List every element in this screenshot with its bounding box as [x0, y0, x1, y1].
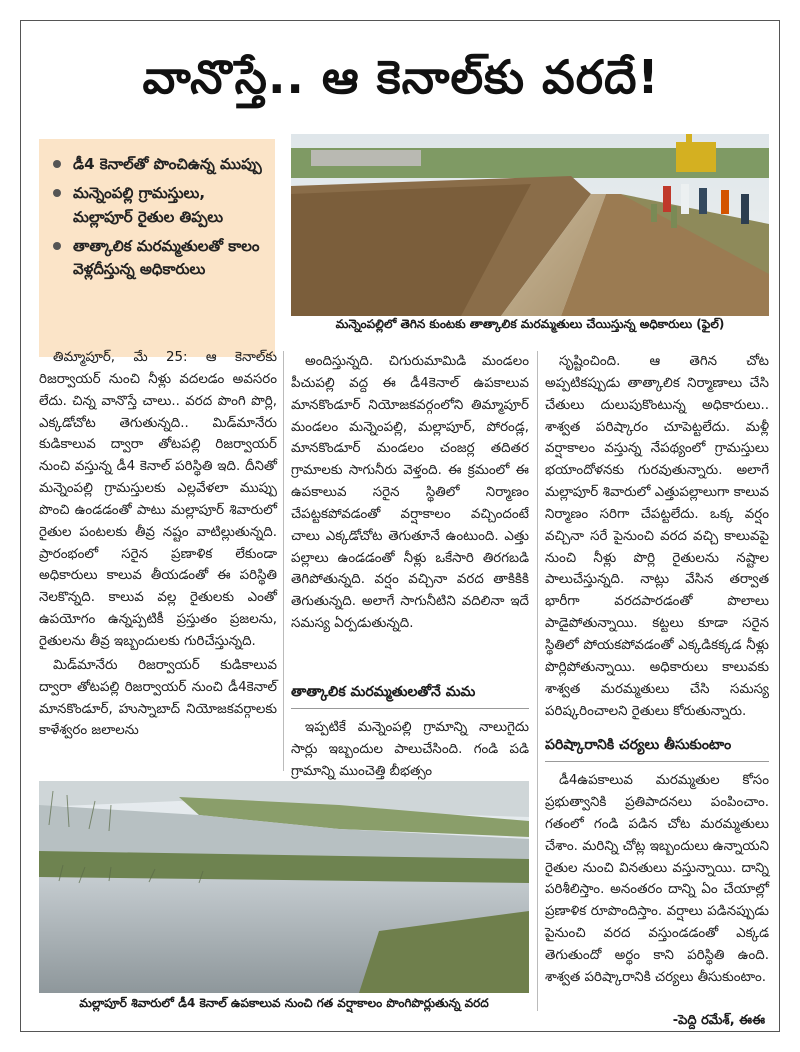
bullet-icon — [53, 242, 61, 250]
bullet-icon — [53, 160, 61, 168]
canal-photo-caption: మన్నెంపల్లిలో తెగిన కుంటకు తాత్కాలిక మరమ్మతులు చేయిస్తున్న అధికారులు (ఫైల్) — [335, 317, 725, 331]
headline: వానొస్తే.. ఆ కెనాల్‌కు వరదే! — [142, 50, 660, 104]
article-column-3 — [545, 351, 769, 1011]
paragraph: డీ4ఉపకాలువ మరమ్మతుల కోసం ప్రభుత్వానికి ప్రతిపాదనలు పంపించాం. గతంలో గండి పడిన చోట మరమ్మతులు చేశాం. మరిన్ని చోట్ల ఇబ్బందులు ఉన్నాయని రైతుల నుంచి వినతులు వస్తున్నాయి. దాన్ని పరిశీలిస్తాం. అనంతరం దాన్ని ఏం చేయాల్లో ప్రణాళిక రూపొందిస్తాం. వర్షాలు పడినప్పుడు పైనుంచి వరద వస్తుండడంతో ఎక్కడ తెగుతుందో అర్థం కాని పరిస్థితి ఉంది. శాశ్వత పరిష్కారానికి చర్యలు తీసుకుంటాం. — [545, 773, 769, 985]
byline: -పెద్ది రమేశ్, ఈఈ — [672, 1013, 765, 1028]
paragraph: మిడ్‌మానేరు రిజర్వాయర్ కుడికాలువ ద్వారా తోటపల్లి రిజర్వాయర్ నుంచి డీ4కెనాల్ మానకొండూర్, హుస్నాబాద్ నియోజకవర్గాలకు కాళేశ్వరం జలాలను — [39, 657, 277, 739]
highlight-item: డీ4 కెనాల్‌తో పొంచిఉన్న ముప్పు — [51, 153, 265, 176]
flood-photo-caption: మల్లాపూర్ శివారులో డీ4 కెనాల్ ఉపకాలువ నుంచి గత వర్షాకాలం పొంగిపొర్లుతున్న వరద — [79, 996, 489, 1010]
article-column-2-sub — [291, 669, 529, 779]
flood-photo — [39, 781, 529, 993]
paragraph: తిమ్మాపూర్, మే 25: ఆ కెనాల్‌కు రిజర్వాయర్ నుంచి నీళ్లు వదలడం అవసరం లేదు. చిన్న వానొస్తే చాలు.. వరద పొంగి పొర్లి, ఎక్కడోచోట తెగుతున్నది.. మిడ్‌మానేరు కుడికాలువ ద్వారా తోటపల్లి రిజర్వాయర్ నుంచి వస్తున్న డీ4 కెనాల్ పరిస్థితి ఇది. దీనితో మన్నెంపల్లి గ్రామస్తులకు ఎల్లవేళలా ముప్పు పొంచి ఉండడంతో పాటు మల్లాపూర్ శివారులో రైతుల పంటలకు తీవ్ర నష్టం వాటిల్లుతున్నది. ప్రారంభంలో సరైన ప్రణాళిక లేకుండా అధికారులు కాలువ తీయడంతో ఈ పరిస్థితి నెలకొన్నది. కాలువ వల్ల రైతులకు ఎంతో ఉపయోగం ఉన్నప్పటికీ ప్రస్తుతం ప్రజలను, రైతులను తీవ్ర ఇబ్బందులకు గురిచేస్తున్నది. — [39, 350, 277, 649]
bullet-icon — [53, 189, 61, 197]
paragraph: ఇప్పటికే మన్నెంపల్లి గ్రామాన్ని నాలుగైదు సార్లు ఇబ్బందుల పాలుచేసింది. గండి పడి గ్రామాన్ని ముంచెత్తి బీభత్సం — [291, 719, 529, 779]
subheading: తాత్కాలిక మరమ్మతులతోనే మమ — [291, 681, 529, 709]
column-divider — [537, 351, 538, 1011]
canal-repair-photo — [291, 134, 769, 316]
column-divider — [283, 351, 284, 771]
highlights-box — [39, 139, 275, 357]
paragraph: అందిస్తున్నది. చిగురుమామిడి మండలం పీచుపల్లి వద్ద ఈ డీ4కెనాల్ ఉపకాలువ మానకొండూర్ నియోజకవర్గంలోని తిమ్మాపూర్ మండలం మన్నెంపల్లి, మల్లాపూర్, పోరండ్ల, మానకొండూర్ మండలం చంజర్ల తదితర గ్రామాలకు సాగునీరు వెళ్తంది. ఈ క్రమంలో ఈ ఉపకాలువ సరైన స్థితిలో నిర్మాణం చేపట్టకపోవడంతో వర్షాకాలం వచ్చిందంటే చాలు ఎక్కడోచోట తెగుతూనే ఉంటుంది. ఎత్తు పల్లాలు ఉండడంతో నీళ్లు ఒకేసారి తిరగబడి తెగిపోతున్నది. వర్షం వచ్చినా వరద తాకికికి తెగుతున్నది. అలాగే సాగునీటిని వదిలినా ఇదే సమస్య ఏర్పడుతున్నది. — [291, 354, 529, 632]
article-column-2 — [291, 351, 529, 671]
highlight-item: మన్నెంపల్లి గ్రామస్తులు, మల్లాపూర్ రైతుల తిప్పలు — [51, 182, 265, 229]
highlight-item: తాత్కాలిక మరమ్మతులతో కాలం వెళ్లదీస్తున్న అధికారులు — [51, 235, 265, 282]
subheading: పరిష్కారానికి చర్యలు తీసుకుంటాం — [545, 734, 769, 762]
highlights-list — [51, 153, 265, 281]
newspaper-article — [20, 20, 780, 1032]
paragraph: సృష్టించింది. ఆ తెగిన చోట అప్పటికప్పుడు తాత్కాలిక నిర్మాణాలు చేసి చేతులు దులుపుకొంటున్న అధికారులు.. శాశ్వత పరిష్కారం చూపెట్టలేదు. మళ్లీ వర్షాకాలం వస్తున్న నేపథ్యంలో గ్రామస్తులు భయాందోళనకు గురవుతున్నారు. అలాగే మల్లాపూర్ శివారులో ఎత్తుపల్లాలుగా కాలువ నిర్మాణం సరిగా చేపట్టలేదు. ఒక్క వర్షం వచ్చినా సరే పైనుంచి వరద వచ్చి కాలువపై నుంచి నీళ్లు పొర్లి రైతులను నష్టాల పాలుచేస్తున్నది. నాట్లు వేసిన తర్వాత భారీగా వరదపారడంతో పొలాలు పాడైపోతున్నాయి. కట్టలు కూడా సరైన స్థితిలో పోయకపోవడంతో ఎక్కడికక్కడ నీళ్లు పొర్లిపోతున్నాయి. అధికారులు కాలువకు శాశ్వత మరమ్మతులు చేసి సమస్య పరిష్కరించాలని రైతులు కోరుతున్నారు. — [545, 354, 769, 719]
article-column-1 — [39, 347, 277, 771]
